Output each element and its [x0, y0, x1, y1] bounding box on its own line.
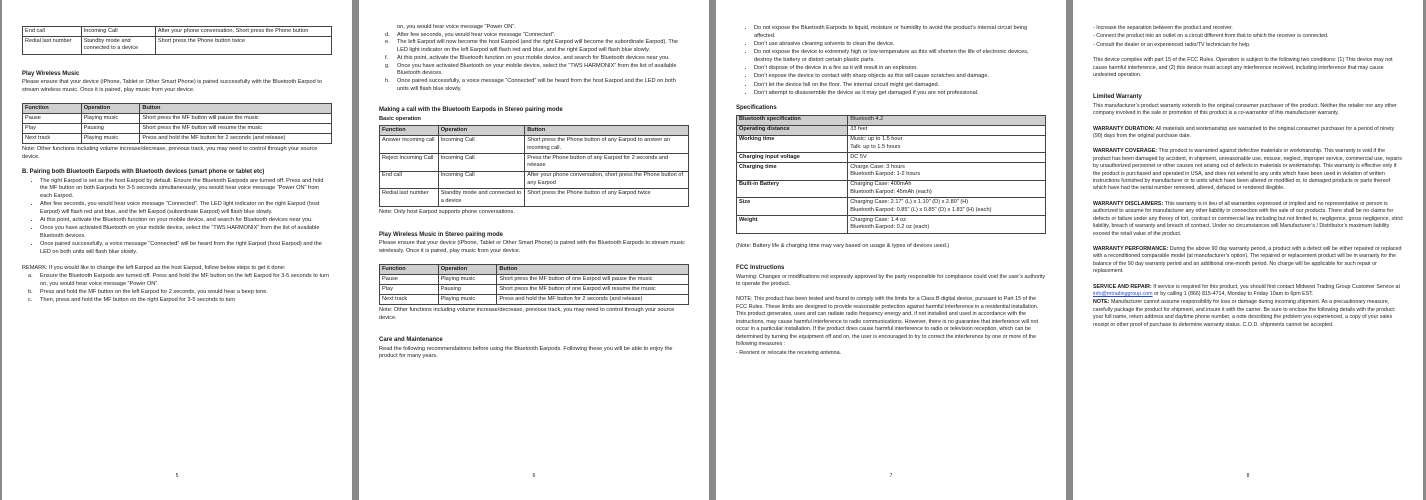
column-header: Operation — [438, 126, 525, 136]
text: If service is required for this product, you should first contact Midwest Trading Group Customer Service at — [1151, 283, 1400, 290]
table-row — [737, 180, 1046, 198]
table-row — [380, 171, 689, 189]
list-item — [22, 289, 332, 297]
spec-table — [736, 115, 1046, 234]
spec-label: Charging time — [737, 163, 848, 181]
table-row — [737, 135, 1046, 153]
spec-value: Charging Case: 1.4 oz Bluetooth Earpod: 0.2 oz (each) — [848, 215, 1046, 233]
column-header: Button — [497, 265, 689, 275]
subheading: Basic operation — [379, 115, 421, 122]
spec-value: Music: up to 1.5 hour Talk: up to 1.5 hours — [848, 135, 1046, 153]
list-item — [379, 24, 689, 32]
table-cell: End call — [23, 27, 82, 37]
list-item: • Don’t let the device fall on the floor. The internal circuit might get damaged. — [754, 82, 1046, 90]
table-row — [737, 215, 1046, 233]
list-item: • Do not expose the Bluetooth Earpods to liquid, moisture or humidity to avoid the product’s internal circuit being affected. — [754, 25, 1046, 40]
spec-label: Working time — [737, 135, 848, 153]
table-cell: Redial last number — [380, 189, 439, 207]
table-cell: Pause — [23, 114, 82, 124]
paragraph: Read the following recommendations before using the Bluetooth Earpods. Following these you will be able to enjoy the product for many years. — [379, 345, 673, 360]
list-letter: c. — [28, 296, 33, 303]
spec-value: Bluetooth 4.2 — [848, 115, 1046, 125]
label: NOTE: — [1093, 299, 1110, 306]
text: This product is warranted against defective materials or workmanship. This warranty is void if the product has been damaged by accident, in shipment, unreasonable use, misuse, neglect, improper service, commercial use, repairs by unauthorized personnel or other causes not arising out of defects in materials or workmanship. This warranty is effective only if the product is purchased and operated in USA, and does not extend to any units which have been used in violation of written instructions furnished by manufacturer or to units which have been altered or modified or, to damaged products or parts thereof which have had the serial number removed, altered, defaced or rendered illegible. — [1093, 148, 1402, 192]
list-item: • Don’t attempt to disassemble the device as it may get damaged if you are not professional. — [754, 90, 1046, 98]
table-cell: Standby mode and connected to a device — [438, 189, 525, 207]
list-text: After few seconds, you would hear voice message “Connected”. — [397, 31, 556, 38]
section-heading: Care and Maintenance — [379, 337, 443, 344]
paragraph: Please ensure that your device (iPhone, Tablet or Other Smart Phone) is paired successfully with the Bluetooth Earpod to stream wireless music. Once it is paired, play music from your device. — [22, 78, 322, 93]
table-row — [23, 27, 332, 37]
table-cell: Incoming Call — [438, 171, 525, 189]
table-cell: Standby mode and connected to a device — [81, 36, 155, 54]
table-cell: Short press the MF button of one Earpod will pause the music — [497, 275, 689, 285]
table-cell: Incoming Call — [438, 153, 525, 171]
table-cell: Short press the Phone button twice — [155, 36, 331, 54]
table-row — [737, 198, 1046, 216]
section-heading: B. Pairing both Bluetooth Earpods with Bluetooth devices (smart phone or tablet etc) — [22, 169, 265, 176]
table-cell: Answer incoming call — [380, 136, 439, 154]
table-cell: Next track — [380, 295, 439, 305]
table-cell: After your phone conversation, short press the Phone button of any Earpod — [525, 171, 689, 189]
list-item — [379, 63, 689, 78]
page-7 — [716, 0, 1066, 500]
care-list — [736, 25, 1046, 97]
table-cell: Incoming Call — [81, 27, 155, 37]
table-cell: Play — [380, 285, 439, 295]
table-row — [23, 124, 332, 134]
section-heading: Play Wireless Music in Stereo pairing mode — [379, 231, 503, 238]
table-row — [23, 133, 332, 143]
remark: REMARK: If you would like to change the left Earpod as the host Earpod, follow below steps to get it done: — [22, 264, 286, 271]
label: SERVICE AND REPAIR: — [1093, 283, 1152, 290]
table-row — [23, 36, 332, 54]
spec-label: Size — [737, 198, 848, 216]
text: During the above 90 day warranty period, a product with a defect will be either repaired or replaced with a reconditioned comparable model (at manufacturer’s option). The repaired or replacement product will be in warranty for the balance of the 90 day warranty period and an additional one-month period. No charge will be applicable for such repair or replacement. — [1093, 245, 1402, 275]
table-row — [380, 153, 689, 171]
spec-label: Bluetooth specification — [737, 115, 848, 125]
table-row — [380, 189, 689, 207]
list-text: The left Earpod will now become the host Earpod (and the right Earpod will become the subordinate Earpod). The LED light indicator on the left Earpod will flash red and blue, and the right Earpod will flash blue slowly. — [397, 39, 678, 54]
list-item — [379, 78, 689, 93]
list-item: • Once you have activated Bluetooth on your mobile device, select the “TWS HARMONIX” from the list of available Bluetooth devices. — [40, 225, 332, 240]
fcc-warning: Warning: Changes or modifications not expressly approved by the party responsible for compliance could void the user’s authority to operate the product. — [736, 273, 1046, 288]
spec-label: Operating distance — [737, 125, 848, 135]
column-header: Operation — [81, 104, 140, 114]
list-item: • Don’t expose the device to contact with sharp objects as this will cause scratches and damage. — [754, 73, 1046, 81]
stereo-music-table — [379, 264, 689, 305]
spec-value: Charge Case: 3 hours Bluetooth Earpod: 1-2 hours — [848, 163, 1046, 181]
list-letter: e. — [385, 39, 390, 46]
table-row — [380, 275, 689, 285]
table-cell: End call — [380, 171, 439, 189]
service-and-repair — [1093, 284, 1403, 299]
fcc-note: NOTE: This product has been tested and found to comply with the limits for a Class B digital device, pursuant to Part 15 of the FCC Rules. These limits are designed to provide reasonable protection against harmful interference in a residential installation. This product generates, uses and can radiate radio frequency energy and, if not installed and used in accordance with the instructions, may cause harmful interference to radio communications. However, there is no guarantee that interference will not occur in a particular installation. If the product does cause harmful interference to radio or television reception, which can be determined by turning the equipment off and on, the user is encouraged to try to correct the interference by one or more of the following measures : — [736, 296, 1039, 348]
label: WARRANTY PERFORMANCE: — [1093, 245, 1169, 252]
list-item: • After few seconds, you would hear voice message “Connected”. The LED light indicator on the right Earpod (host Earpod) will flash red and blue, and the left Earpod (subordinate Earpod) will flash blue slowly. — [40, 201, 332, 216]
list-text: Ensure the Bluetooth Earpods are turned off. Press and hold the MF button on the left Earpod for 3-5 seconds to turn on, you would hear voice message “Power ON”. — [40, 273, 330, 288]
column-header: Function — [23, 104, 82, 114]
list-letter: f. — [385, 54, 389, 61]
table-cell: Playing music — [81, 114, 140, 124]
table-row — [380, 285, 689, 295]
table-header-row — [380, 126, 689, 136]
warranty-disclaimers — [1093, 201, 1403, 238]
spec-note: (Note: Battery life & charging time may vary based on usage & types of devices used.) — [736, 242, 950, 249]
table-cell: Playing music — [438, 295, 497, 305]
note: Note: Other functions including volume increase/decrease, previous track, you may need to control through your source device. — [379, 306, 675, 321]
pairing-list — [22, 178, 332, 257]
paragraph: Please ensure that your device (iPhone, Tablet or Other Smart Phone) is paired with the Bluetooth Earpods to stream music wirelessly. Once it is paired, play music from your device. — [379, 239, 685, 254]
list-text: Once you have activated Bluetooth on your mobile device, select the “TWS HARMONIX” from the list of available Bluetooth devices. — [397, 62, 677, 77]
list-item — [379, 32, 689, 40]
spec-label: Built-in Battery — [737, 180, 848, 198]
email-link[interactable]: info@mtradinggroup.com — [1093, 290, 1153, 297]
table-row — [737, 163, 1046, 181]
list-item: • Do not expose the device to extremely high or low temperature as this will shorten the life of electronic devices, destroy the battery or distort certain plastic parts. — [754, 49, 1046, 64]
table-row — [737, 153, 1046, 163]
table-row — [380, 295, 689, 305]
label: WARRANTY COVERAGE: — [1093, 148, 1158, 155]
fcc-part15: This device complies with part 15 of the FCC Rules. Operation is subject to the following two conditions: (1) This device may not cause harmful interference, and (2) this device must accept any interference received, including interference that may cause undesired operation. — [1093, 57, 1393, 79]
page-number: 6 — [532, 473, 536, 480]
note: Note: Other functions including volume increase/decrease, previous track, you may need to control through your source device. — [22, 145, 318, 160]
table-header-row — [23, 104, 332, 114]
list-text: on, you would hear voice message “Power ON”. — [397, 24, 516, 30]
table-cell: After your phone conversation, Short press the Phone button — [155, 27, 331, 37]
list-item — [379, 55, 689, 63]
page-number: 8 — [1246, 473, 1250, 479]
page-number: 5 — [175, 473, 179, 480]
column-header: Function — [380, 126, 439, 136]
table-row — [23, 114, 332, 124]
table-cell: Short press the MF button will pause the music — [140, 114, 332, 124]
table-cell: Pause — [380, 275, 439, 285]
section-heading: Specifications — [736, 105, 777, 112]
section-heading: Limited Warranty — [1093, 94, 1142, 101]
column-header: Button — [140, 104, 332, 114]
spec-label: Weight — [737, 215, 848, 233]
list-item: • Don’t dispose of the device in a fire as it will result in an explosion. — [754, 65, 1046, 73]
table-cell: Redial last number — [23, 36, 82, 54]
table-cell: Pausing — [81, 124, 140, 134]
spec-value: Charging Case: 2.17" (L) x 1.10" (D) x 2.80" (H) Bluetooth Earpod: 0.85" (L) x 0.85" (D) x 1.83" (H) (each) — [848, 198, 1046, 216]
list-text: Once paired successfully, a voice message “Connected” will be heard from the host Earpod and the LED on both units will flash blue slowly. — [397, 78, 676, 92]
stereo-call-table — [379, 125, 689, 206]
note: Note: Only host Earpod supports phone conversations. — [379, 208, 515, 215]
list-letter: d. — [385, 31, 390, 38]
section-heading: FCC Instructions — [736, 265, 785, 272]
list-letter: g. — [385, 62, 390, 69]
list-item — [22, 297, 332, 305]
table-cell: Play — [23, 124, 82, 134]
warranty-duration — [1093, 126, 1403, 141]
fcc-measure: - Consult the dealer or an experienced radio/TV technician for help. — [1093, 41, 1251, 48]
section-heading: Play Wireless Music — [22, 70, 80, 77]
list-item — [22, 273, 332, 288]
music-table — [22, 103, 332, 144]
list-text: Press and hold the MF button on the left Earpod for 2 seconds, you would hear a beep tone. — [40, 288, 268, 295]
table-cell: Press and hold the MF button for 2 seconds (and release) — [140, 133, 332, 143]
table-cell: Short press the MF button will resume the music — [140, 124, 332, 134]
list-text: At this point, activate the Bluetooth function on your mobile device, and search for Bluetooth devices near you. — [397, 54, 670, 61]
table-cell: Short press the MF button of one Earpod will resume the music — [497, 285, 689, 295]
spec-value: DC 5V — [848, 153, 1046, 163]
list-text: Then, press and hold the MF button on the right Earpod for 3-5 seconds to turn — [40, 296, 236, 303]
text: This warranty is in lieu of all warranties expressed or implied and no representative or person is authorized to assume for manufacturer any other liability in connection with the sale of our products. There shall be no claims for defects or failure under any theory of tort, contract or commercial law including but not limited to, negligence, gross negligence, strict liability, breach of warranty and breach of contract. Under no circumstances will Manufacturer’s / Distributor’s maximum liability exceed the retail value of the product. — [1093, 200, 1403, 237]
table-cell: Next track — [23, 133, 82, 143]
table-cell: Short press the Phone button of any Earpod twice — [525, 189, 689, 207]
table-row — [380, 136, 689, 154]
text: or by calling 1 (866) 815-4714, Monday to Friday 10am to 6pm EST. — [1152, 290, 1314, 297]
text: All materials and workmanship are warranted to the original consumer purchaser for a period of ninety (90) days from the original purchase date. — [1093, 125, 1395, 140]
spec-label: Charging input voltage — [737, 153, 848, 163]
spec-value: Charging Case: 400mAh Bluetooth Earpod: 45mAh (each) — [848, 180, 1046, 198]
table-row — [737, 115, 1046, 125]
fcc-measure: - Reorient or relocate the receiving antenna. — [736, 349, 842, 356]
call-table-continued — [22, 26, 332, 55]
fcc-measure: - Increase the separation between the product and receiver. — [1093, 25, 1233, 31]
table-row — [737, 125, 1046, 135]
list-letter: h. — [385, 78, 390, 85]
fcc-measure: - Connect the product into an outlet on a circuit different from that to which the receiver is connected. — [1093, 33, 1329, 40]
list-item: • At this point, activate the Bluetooth function on your mobile device, and search for Bluetooth devices near you. — [40, 217, 332, 225]
table-cell: Press and hold the MF button for 2 seconds (and release) — [497, 295, 689, 305]
spec-value: 33 feet — [848, 125, 1046, 135]
section-heading: Making a call with the Bluetooth Earpods in Stereo pairing mode — [379, 107, 563, 114]
label: WARRANTY DURATION: — [1093, 125, 1155, 132]
column-header: Operation — [438, 265, 497, 275]
text: Manufacturer cannot assume responsibility for loss or damage during incoming shipment. As a precautionary measure, carefully package the product for shipment, and insure it with the carrier. Be sure to enclose the following details with the product: your full name, return address and daytime phone number, a note describing the problem you experienced, a copy of your sales receipt or other proof of purchase to determine warranty status. C.O.D. shipments cannot be accepted. — [1093, 299, 1396, 328]
page-8 — [1073, 0, 1423, 500]
label: WARRANTY DISCLAIMERS: — [1093, 200, 1164, 207]
list-letter: a. — [28, 273, 33, 280]
warranty-coverage — [1093, 148, 1403, 192]
list-item: • Once paired successfully, a voice message “Connected” will be heard from the right Earpod (host Earpod) and the LED on both units will flash blue slowly. — [40, 241, 332, 256]
shipping-note — [1093, 299, 1403, 329]
table-cell: Pausing — [438, 285, 497, 295]
table-cell: Playing music — [81, 133, 140, 143]
list-item — [379, 39, 689, 54]
column-header: Button — [525, 126, 689, 136]
paragraph: This manufacturer’s product warranty extends to the original consumer purchaser of the product. Neither the retailer nor any other company involved in the sale or promotion of this product is a co-warrantor of this manufacturer warranty. — [1093, 102, 1397, 117]
table-header-row — [380, 265, 689, 275]
table-cell: Incoming Call — [438, 136, 525, 154]
list-letter: b. — [28, 288, 33, 295]
list-item: • Don’t use abrasive cleaning solvents to clean the device. — [754, 41, 1046, 49]
warranty-performance — [1093, 246, 1403, 276]
table-cell: Short press the Phone button of any Earpod to answer an incoming call. — [525, 136, 689, 154]
page-number: 7 — [889, 473, 893, 480]
table-cell: Press the Phone button of any Earpod for 2 seconds and release — [525, 153, 689, 171]
page-6 — [359, 0, 709, 500]
table-cell: Reject Incoming Call — [380, 153, 439, 171]
column-header: Function — [380, 265, 439, 275]
table-cell: Playing music — [438, 275, 497, 285]
page-5 — [2, 0, 352, 500]
list-item: • The right Earpod is set as the host Earpod by default. Ensure the Bluetooth Earpods are turned off. Press and hold the MF button on both Earpods for 3-5 seconds simultaneously, you would hear voice message “Power ON” from each Earpod. — [40, 178, 332, 201]
